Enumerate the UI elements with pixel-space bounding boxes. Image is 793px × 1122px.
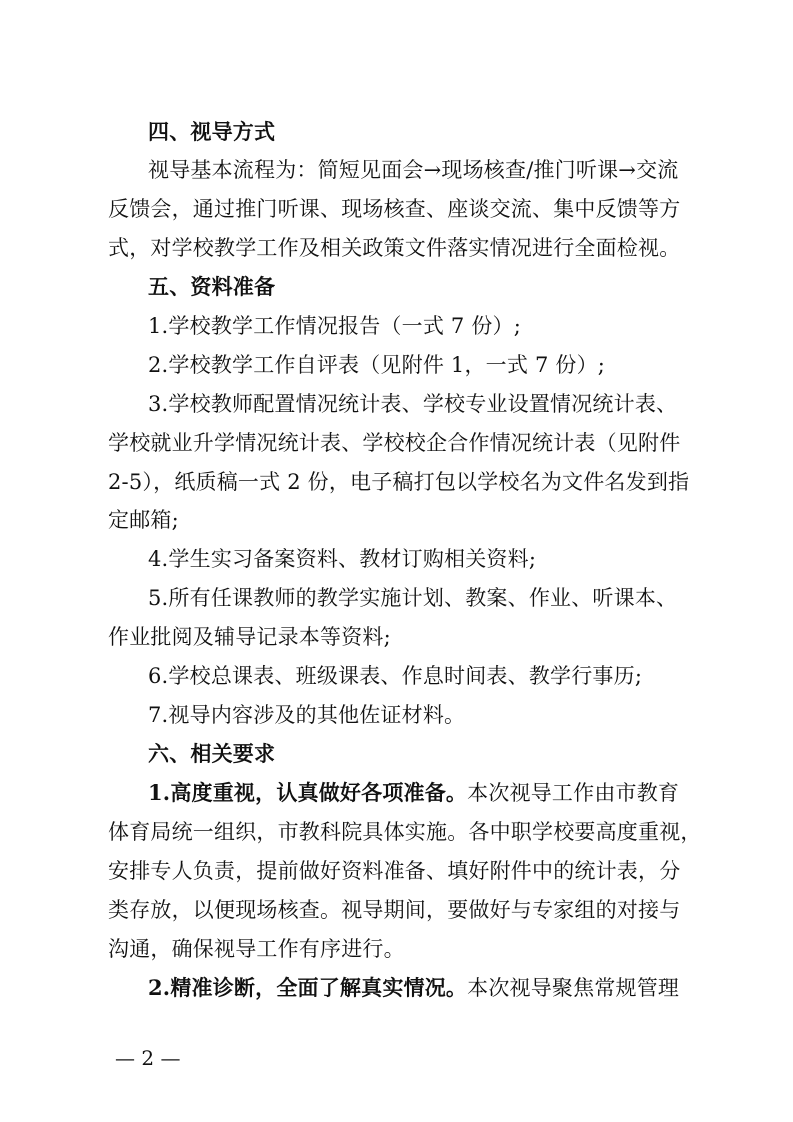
section-heading-4: 四、视导方式 (148, 120, 276, 144)
requirement-1-lead: 1.高度重视，认真做好各项准备。 (148, 780, 468, 805)
requirement-2-text: 本次视导聚焦常规管理 (467, 976, 680, 1000)
page-number: — 2 — (115, 1046, 181, 1070)
paragraph-line: 式，对学校教学工作及相关政策文件落实情况进行全面检视。 (108, 236, 681, 260)
paragraph-line: 反馈会，通过推门听课、现场核查、座谈交流、集中反馈等方 (108, 197, 681, 221)
list-item: 1.学校教学工作情况报告（一式 7 份）; (148, 314, 522, 338)
requirement-1-text: 本次视导工作由市教育 (467, 781, 680, 805)
list-item: 7.视导内容涉及的其他佐证材料。 (148, 703, 466, 727)
list-item: 3.学校教师配置情况统计表、学校专业设置情况统计表、 (148, 392, 678, 416)
section-heading-6: 六、相关要求 (148, 742, 276, 766)
section-heading-5: 五、资料准备 (148, 275, 276, 299)
list-item: 2.学校教学工作自评表（见附件 1，一式 7 份）; (148, 353, 606, 377)
list-item-continuation: 作业批阅及辅导记录本等资料; (108, 625, 391, 649)
list-item-continuation: 2-5），纸质稿一式 2 份，电子稿打包以学校名为文件名发到指 (108, 470, 690, 494)
list-item-continuation: 学校就业升学情况统计表、学校校企合作情况统计表（见附件 (108, 431, 681, 455)
requirement-1 (148, 781, 679, 805)
list-item-continuation: 定邮箱; (108, 508, 179, 532)
list-item: 4.学生实习备案资料、教材订购相关资料; (148, 547, 537, 571)
paragraph-line: 沟通，确保视导工作有序进行。 (108, 937, 405, 961)
list-item: 6.学校总课表、班级课表、作息时间表、教学行事历; (148, 664, 643, 688)
paragraph-line: 安排专人负责，提前做好资料准备、填好附件中的统计表，分 (108, 859, 681, 883)
list-item: 5.所有任课教师的教学实施计划、教案、作业、听课本、 (148, 586, 678, 610)
paragraph-line: 体育局统一组织，市教科院具体实施。各中职学校要高度重视， (108, 820, 702, 844)
requirement-2 (148, 976, 679, 1000)
paragraph-line: 视导基本流程为：简短见面会→现场核查/推门听课→交流 (148, 158, 679, 182)
requirement-2-lead: 2.精准诊断，全面了解真实情况。 (148, 975, 468, 1000)
paragraph-line: 类存放，以便现场核查。视导期间，要做好与专家组的对接与 (108, 898, 681, 922)
